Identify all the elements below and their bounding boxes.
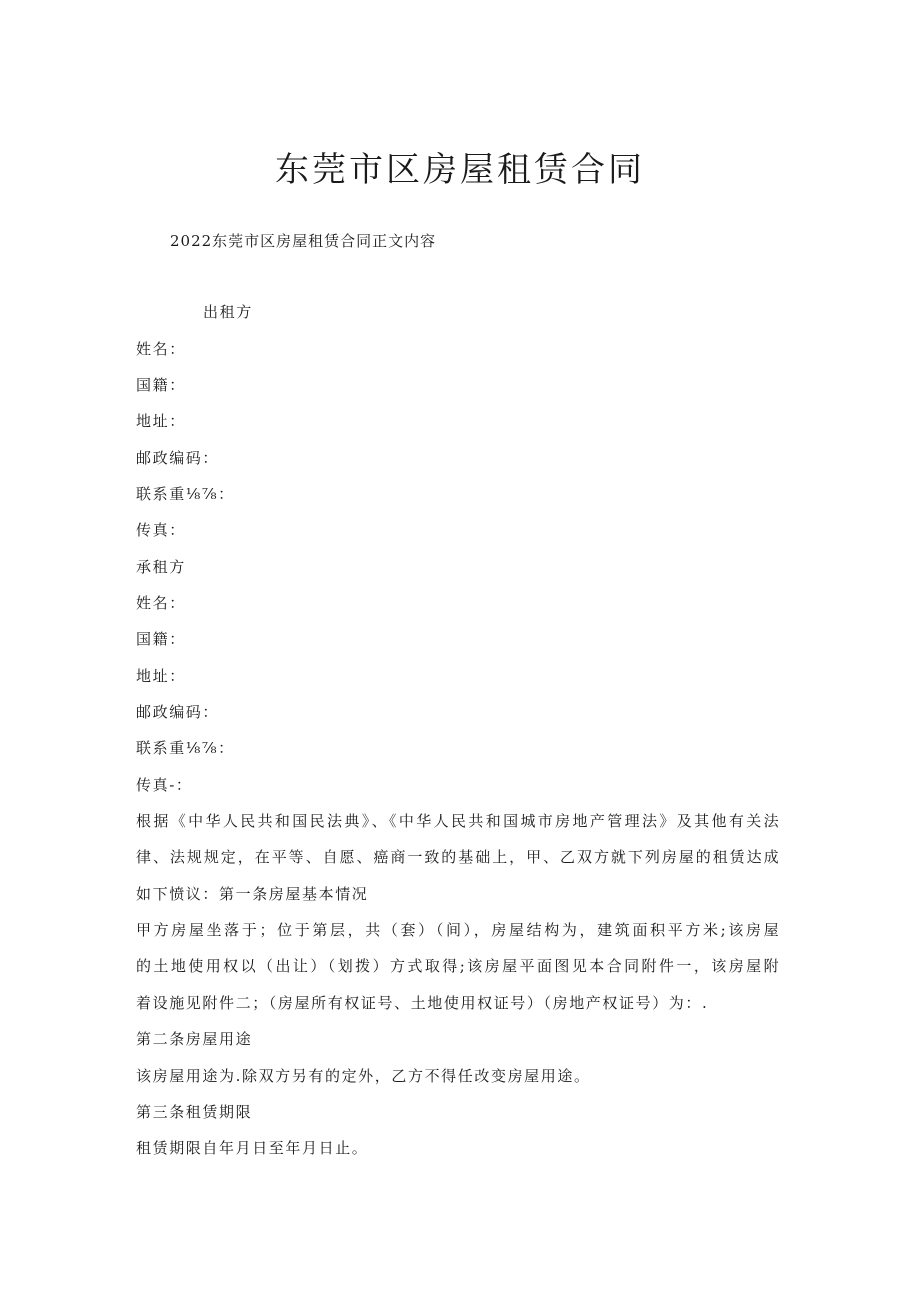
article1-line: 的土地使用权以（出让）（划拨）方式取得;该房屋平面图见本合同附件一，该房屋附: [136, 957, 780, 975]
lessor-name-field: 姓名：: [136, 340, 186, 358]
lessee-address-field: 地址：: [136, 667, 186, 685]
lessor-nationality-field: 国籍：: [136, 376, 186, 394]
document-subtitle: 2022东莞市区房屋租赁合同正文内容: [170, 232, 437, 250]
lessee-fax-field: 传真-：: [136, 776, 193, 794]
preamble-line: 根据《中华人民共和国民法典》、《中华人民共和国城市房地产管理法》及其他有关法: [136, 812, 780, 830]
article2-heading: 第二条房屋用途: [136, 1030, 253, 1048]
lessor-phone-field: 联系重⅛⅞：: [136, 485, 235, 503]
lessor-fax-field: 传真：: [136, 521, 186, 539]
lessee-phone-field: 联系重⅛⅞：: [136, 739, 235, 757]
article1-line: 着设施见附件二；（房屋所有权证号、土地使用权证号）（房地产权证号）为：.: [136, 994, 709, 1012]
lessor-address-field: 地址：: [136, 412, 186, 430]
lessor-postcode-field: 邮政编码：: [136, 449, 220, 467]
article3-heading: 第三条租赁期限: [136, 1103, 253, 1121]
lessee-postcode-field: 邮政编码：: [136, 703, 220, 721]
lessee-heading: 承租方: [136, 558, 186, 576]
article2-body: 该房屋用途为.除双方另有的定外，乙方不得任改变房屋用途。: [136, 1067, 591, 1085]
document-title: 东莞市区房屋租赁合同: [275, 150, 645, 190]
article3-body: 租赁期限自年月日至年月日止。: [136, 1139, 369, 1157]
preamble-line: 律、法规规定，在平等、自愿、癌商一致的基础上，甲、乙双方就下列房屋的租赁达成: [136, 848, 780, 866]
lessee-nationality-field: 国籍：: [136, 630, 186, 648]
preamble-line: 如下愤议：第一条房屋基本情况: [136, 885, 369, 903]
article1-line: 甲方房屋坐落于；位于第层，共（套）（间），房屋结构为，建筑面积平方米;该房屋: [136, 921, 780, 939]
lessor-heading: 出租方: [203, 303, 253, 321]
lessee-name-field: 姓名：: [136, 594, 186, 612]
